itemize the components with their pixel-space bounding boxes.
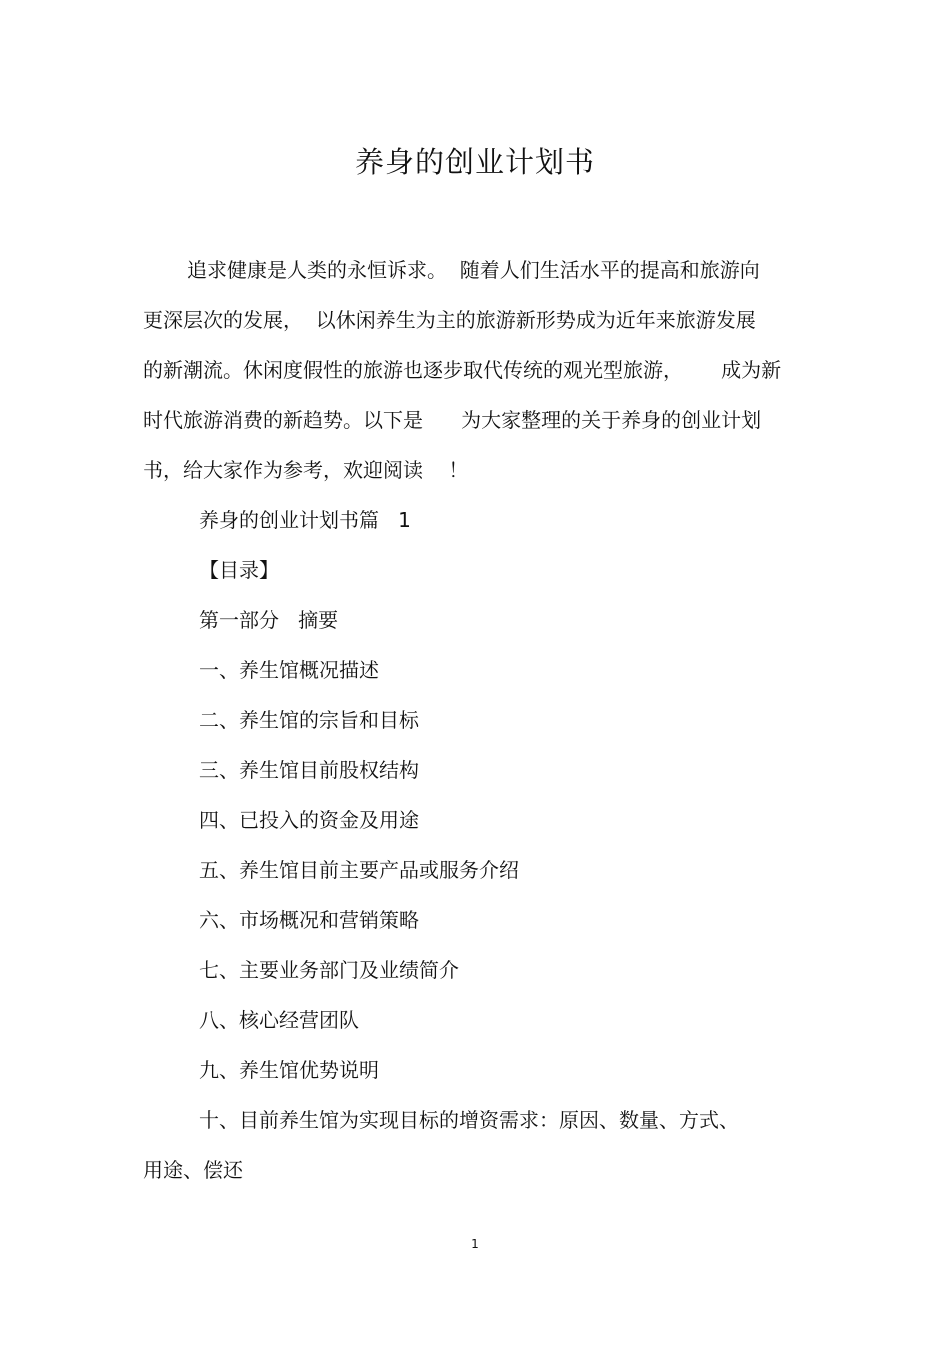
toc-item: 九、养生馆优势说明: [199, 1058, 379, 1082]
toc-item: 四、已投入的资金及用途: [199, 808, 419, 832]
toc-item: 三、养生馆目前股权结构: [199, 758, 419, 782]
intro-line-3: 的新潮流。休闲度假性的旅游也逐步取代传统的观光型旅游， 成为新: [143, 358, 782, 382]
toc-heading: 【目录】: [199, 558, 279, 582]
document-title: 养身的创业计划书: [354, 145, 595, 179]
toc-item: 二、养生馆的宗旨和目标: [199, 708, 419, 732]
toc-item: 六、市场概况和营销策略: [199, 908, 419, 932]
toc-item: 十、目前养生馆为实现目标的增资需求：原因、数量、方式、: [199, 1108, 739, 1132]
toc-item-continuation: 用途、偿还: [143, 1158, 243, 1182]
intro-line-4: 时代旅游消费的新趋势。以下是 为大家整理的关于养身的创业计划: [143, 408, 762, 432]
toc-item: 八、核心经营团队: [199, 1008, 359, 1032]
intro-line-5: 书，给大家作为参考，欢迎阅读 ！: [143, 458, 469, 482]
intro-line-1: 追求健康是人类的永恒诉求。 随着人们生活水平的提高和旅游向: [187, 258, 760, 282]
page-number: 1: [471, 1237, 479, 1251]
part-heading: 第一部分 摘要: [199, 608, 339, 632]
section-heading: 养身的创业计划书篇 1: [199, 508, 411, 532]
toc-item: 七、主要业务部门及业绩简介: [199, 958, 459, 982]
toc-item: 五、养生馆目前主要产品或服务介绍: [199, 858, 519, 882]
intro-line-2: 更深层次的发展， 以休闲养生为主的旅游新形势成为近年来旅游发展: [143, 308, 756, 332]
toc-item: 一、养生馆概况描述: [199, 658, 379, 682]
